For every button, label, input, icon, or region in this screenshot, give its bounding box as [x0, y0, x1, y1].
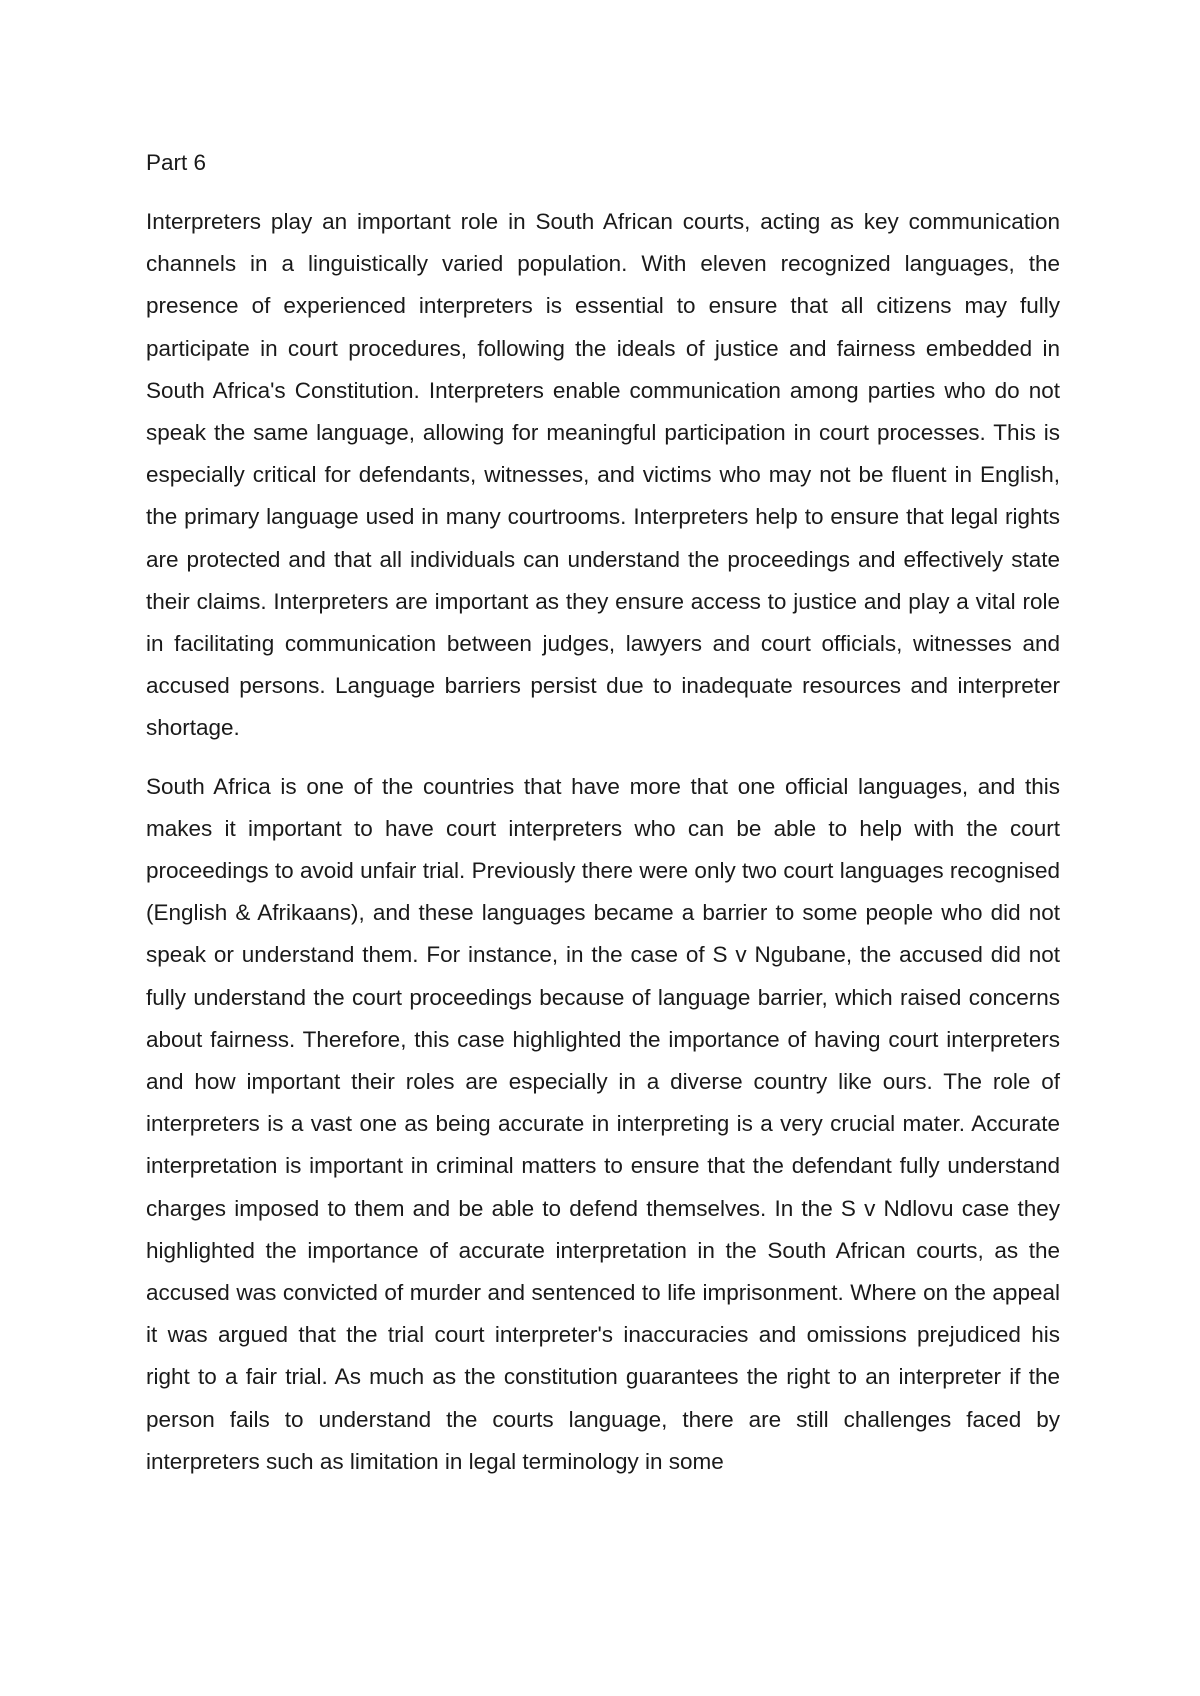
document-page	[146, 142, 1060, 1499]
paragraph-1: Interpreters play an important role in South African courts, acting as key communication channels in a linguistically varied population. With eleven recognized languages, the presence of experienced interpreters is essential to ensure that all citizens may fully participate in court procedures, following the ideals of justice and fairness embedded in South Africa's Constitution. Interpreters enable communication among parties who do not speak the same language, allowing for meaningful participation in court processes. This is especially critical for defendants, witnesses, and victims who may not be fluent in English, the primary language used in many courtrooms. Interpreters help to ensure that legal rights are protected and that all individuals can understand the proceedings and effectively state their claims. Interpreters are important as they ensure access to justice and play a vital role in facilitating communication between judges, lawyers and court officials, witnesses and accused persons. Language barriers persist due to inadequate resources and interpreter shortage.	[146, 209, 1060, 741]
section-heading: Part 6	[146, 150, 207, 175]
paragraph-2: South Africa is one of the countries that have more that one official languages, and this makes it important to have court interpreters who can be able to help with the court proceedings to avoid unfair trial. Previously there were only two court languages recognised (English & Afrikaans), and these languages became a barrier to some people who did not speak or understand them. For instance, in the case of S v Ngubane, the accused did not fully understand the court proceedings because of language barrier, which raised concerns about fairness. Therefore, this case highlighted the importance of having court interpreters and how important their roles are especially in a diverse country like ours. The role of interpreters is a vast one as being accurate in interpreting is a very crucial mater. Accurate interpretation is important in criminal matters to ensure that the defendant fully understand charges imposed to them and be able to defend themselves. In the S v Ndlovu case they highlighted the importance of accurate interpretation in the South African courts, as the accused was convicted of murder and sentenced to life imprisonment. Where on the appeal it was argued that the trial court interpreter's inaccuracies and omissions prejudiced his right to a fair trial. As much as the constitution guarantees the right to an interpreter if the person fails to understand the courts language, there are still challenges faced by interpreters such as limitation in legal terminology in some	[146, 773, 1060, 1474]
